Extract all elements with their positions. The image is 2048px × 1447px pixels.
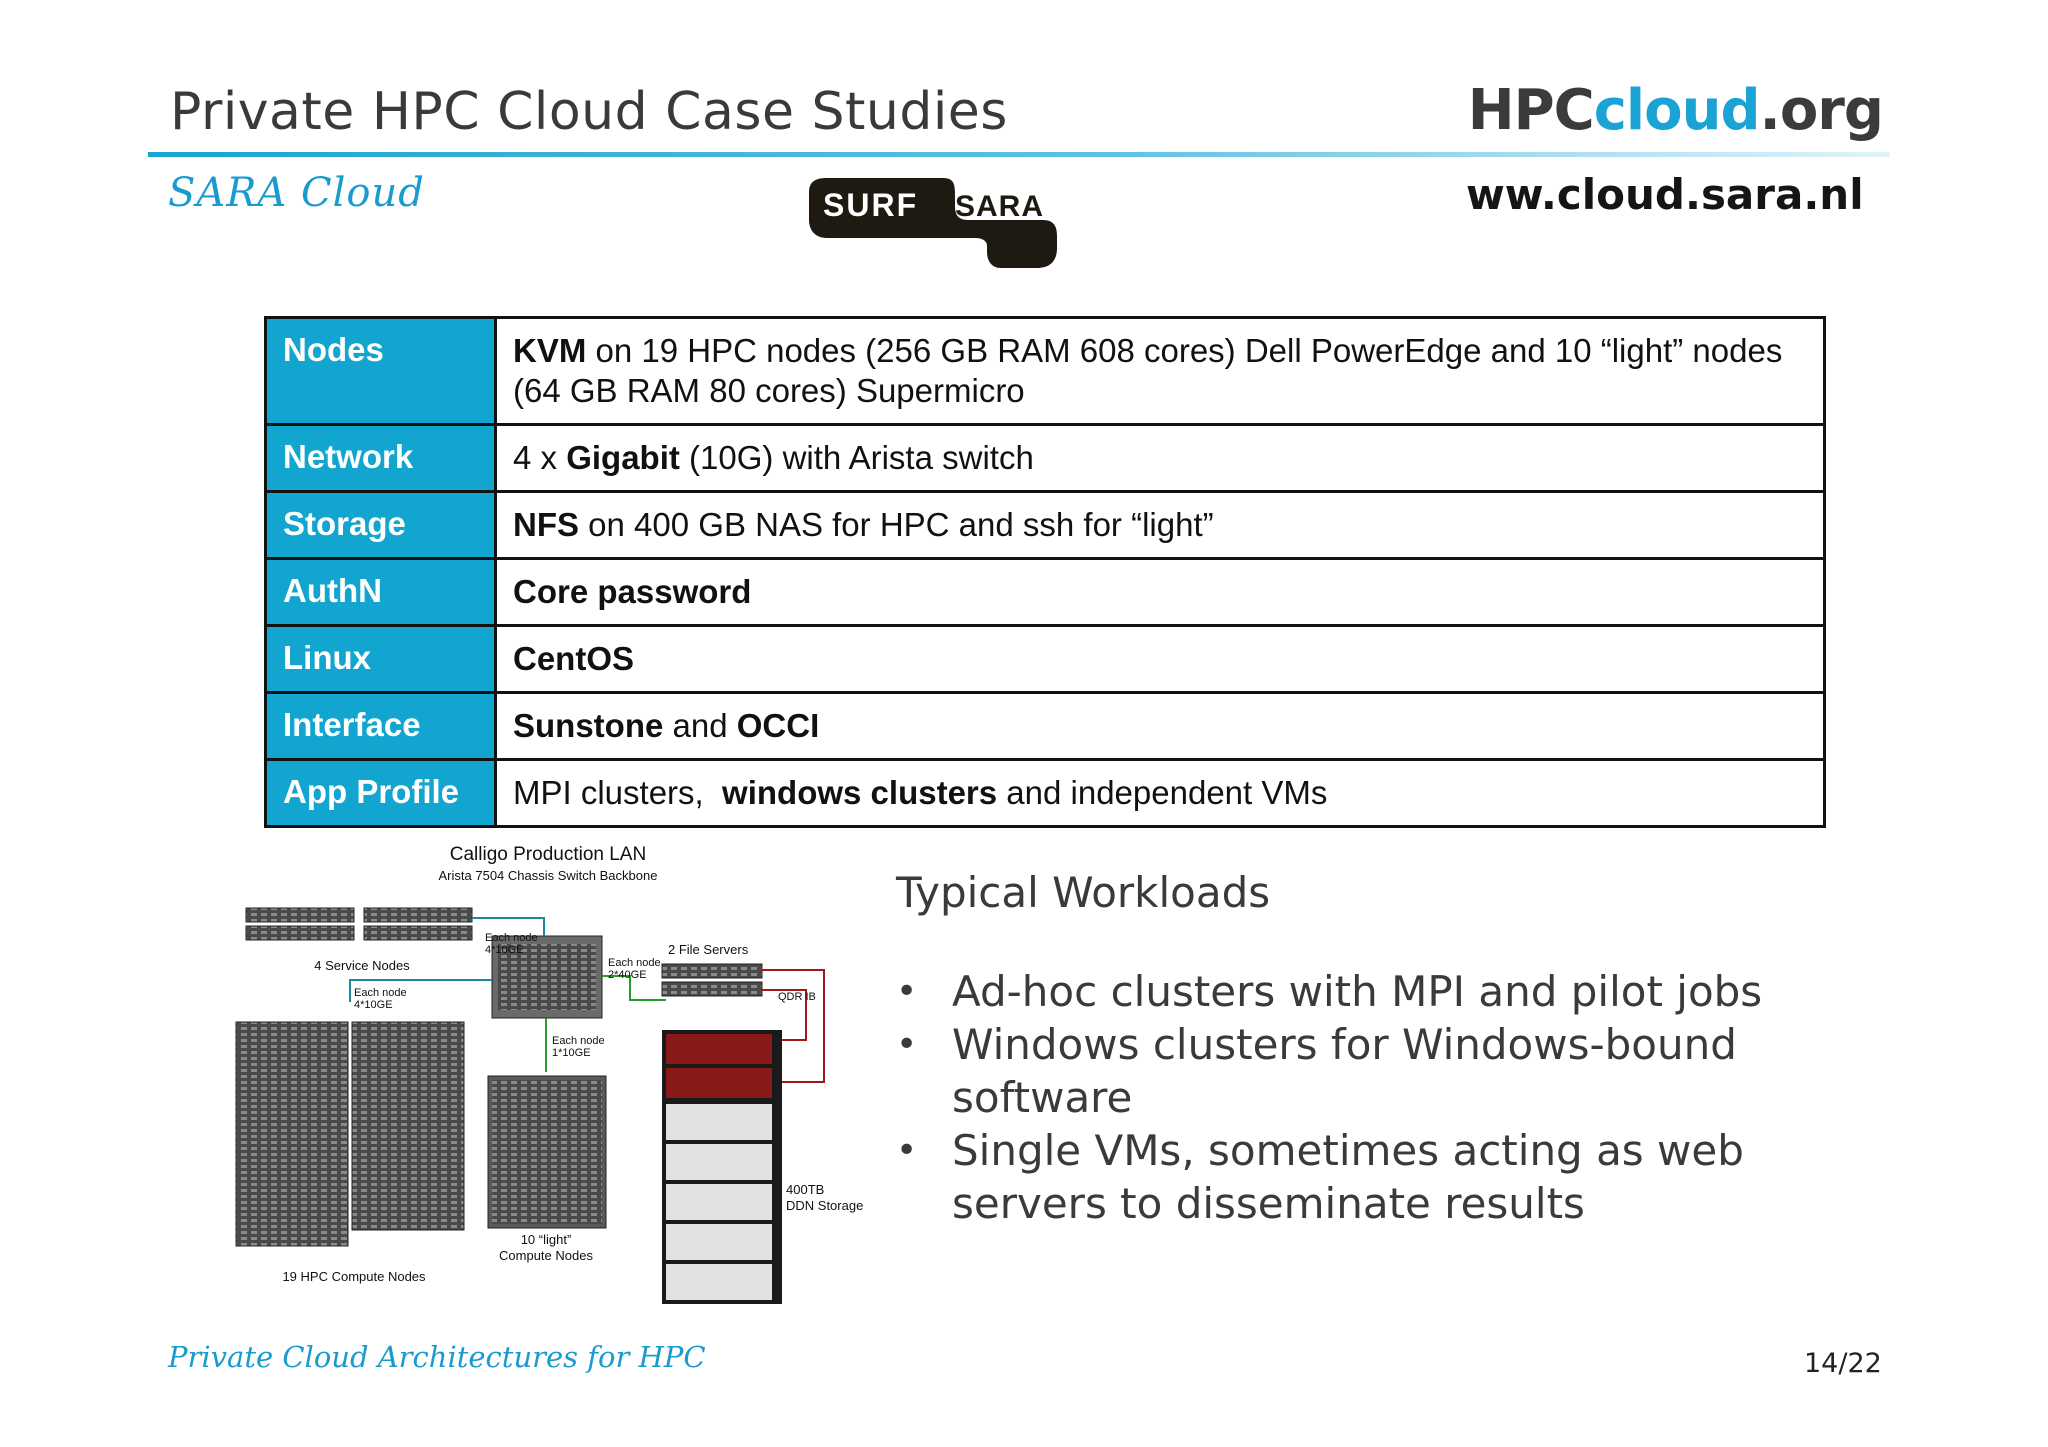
qdr-label: QDR IB	[778, 991, 816, 1003]
row-value	[496, 760, 1825, 827]
storage-label-1: 400TB	[786, 1182, 825, 1197]
table-row	[266, 425, 1825, 492]
page-number: 14/22	[1804, 1348, 1882, 1379]
row-value-part: 4 x	[513, 439, 567, 476]
row-key: Linux	[266, 626, 496, 693]
row-value-part: Sunstone	[513, 707, 664, 744]
table-row	[266, 760, 1825, 827]
row-value-part: and independent VMs	[997, 774, 1328, 811]
row-value-part: MPI clusters,	[513, 774, 723, 811]
spec-table	[264, 316, 1826, 828]
table-row	[266, 492, 1825, 559]
title-rule	[148, 152, 1890, 157]
workloads-list	[880, 965, 1860, 1230]
row-value-part: windows clusters	[722, 774, 998, 811]
row-value-part: Gigabit	[566, 439, 680, 476]
row-key: App Profile	[266, 760, 496, 827]
link-label-b2: 4*10GE	[354, 999, 393, 1011]
light-label-1: 10 “light”	[520, 1232, 572, 1247]
row-value-part: (10G) with Arista switch	[679, 439, 1034, 476]
brand-logo	[1468, 78, 1883, 143]
row-value	[496, 425, 1825, 492]
service-nodes-label: 4 Service Nodes	[314, 958, 410, 973]
row-value	[496, 693, 1825, 760]
row-value	[496, 626, 1825, 693]
site-url: ww.cloud.sara.nl	[1466, 170, 1864, 219]
surfsara-logo	[805, 172, 1060, 272]
row-key: Network	[266, 425, 496, 492]
link-label-c1: Each node	[608, 957, 661, 969]
brand-part-2: cloud	[1593, 78, 1760, 143]
brand-part-1: HPC	[1467, 78, 1594, 143]
logo-surf-text: SURF	[823, 187, 919, 223]
row-key: AuthN	[266, 559, 496, 626]
row-value-part: CentOS	[513, 640, 635, 677]
lan-subtitle: Arista 7504 Chassis Switch Backbone	[438, 868, 658, 883]
row-value-part: Core password	[513, 573, 752, 610]
light-label-2: Compute Nodes	[499, 1248, 593, 1263]
row-value-part: on 19 HPC nodes (256 GB RAM 608 cores) Dell PowerEdge and 10 “light” nodes (64 GB RAM 80 cores) Supermicro	[513, 332, 1792, 409]
slide-subtitle: SARA Cloud	[168, 170, 425, 216]
row-value	[496, 559, 1825, 626]
link-label-a2: 4*10GE	[485, 944, 524, 956]
workload-item: • Windows clusters for Windows-bound software	[896, 1020, 1737, 1122]
row-value-part: on 400 GB NAS for HPC and ssh for “light”	[579, 506, 1214, 543]
hpc-nodes-label: 19 HPC Compute Nodes	[282, 1269, 426, 1284]
row-key: Storage	[266, 492, 496, 559]
slide-title: Private HPC Cloud Case Studies	[170, 82, 1008, 142]
workload-item: • Ad-hoc clusters with MPI and pilot jobs	[896, 967, 1763, 1016]
table-row	[266, 318, 1825, 425]
file-servers-label: 2 File Servers	[668, 942, 749, 957]
link-label-c2: 2*40GE	[608, 969, 647, 981]
ddn-storage-rack	[662, 1030, 782, 1304]
link-label-d1: Each node	[552, 1035, 605, 1047]
table-row	[266, 693, 1825, 760]
footer-text: Private Cloud Architectures for HPC	[168, 1340, 706, 1374]
row-key: Interface	[266, 693, 496, 760]
link-label-d2: 1*10GE	[552, 1047, 591, 1059]
row-key: Nodes	[266, 318, 496, 425]
row-value-part: NFS	[513, 506, 579, 543]
storage-label-2: DDN Storage	[786, 1198, 864, 1213]
hpc-compute-rack	[236, 1022, 464, 1246]
row-value	[496, 318, 1825, 425]
service-nodes-rack	[246, 908, 472, 940]
link-label-b1: Each node	[354, 987, 407, 999]
workloads-title: Typical Workloads	[896, 868, 1271, 917]
link-label-a1: Each node	[485, 932, 538, 944]
table-row	[266, 626, 1825, 693]
row-value-part: KVM	[513, 332, 587, 369]
row-value-part: OCCI	[736, 707, 820, 744]
logo-sara-text: SARA	[955, 190, 1045, 223]
network-diagram	[230, 840, 890, 1310]
workload-item: • Single VMs, sometimes acting as web servers to disseminate results	[896, 1126, 1744, 1228]
light-nodes-rack	[488, 1076, 606, 1228]
row-value-part: and	[663, 707, 737, 744]
table-row	[266, 559, 1825, 626]
lan-title: Calligo Production LAN	[449, 844, 647, 865]
brand-part-3: .org	[1759, 78, 1883, 143]
row-value	[496, 492, 1825, 559]
